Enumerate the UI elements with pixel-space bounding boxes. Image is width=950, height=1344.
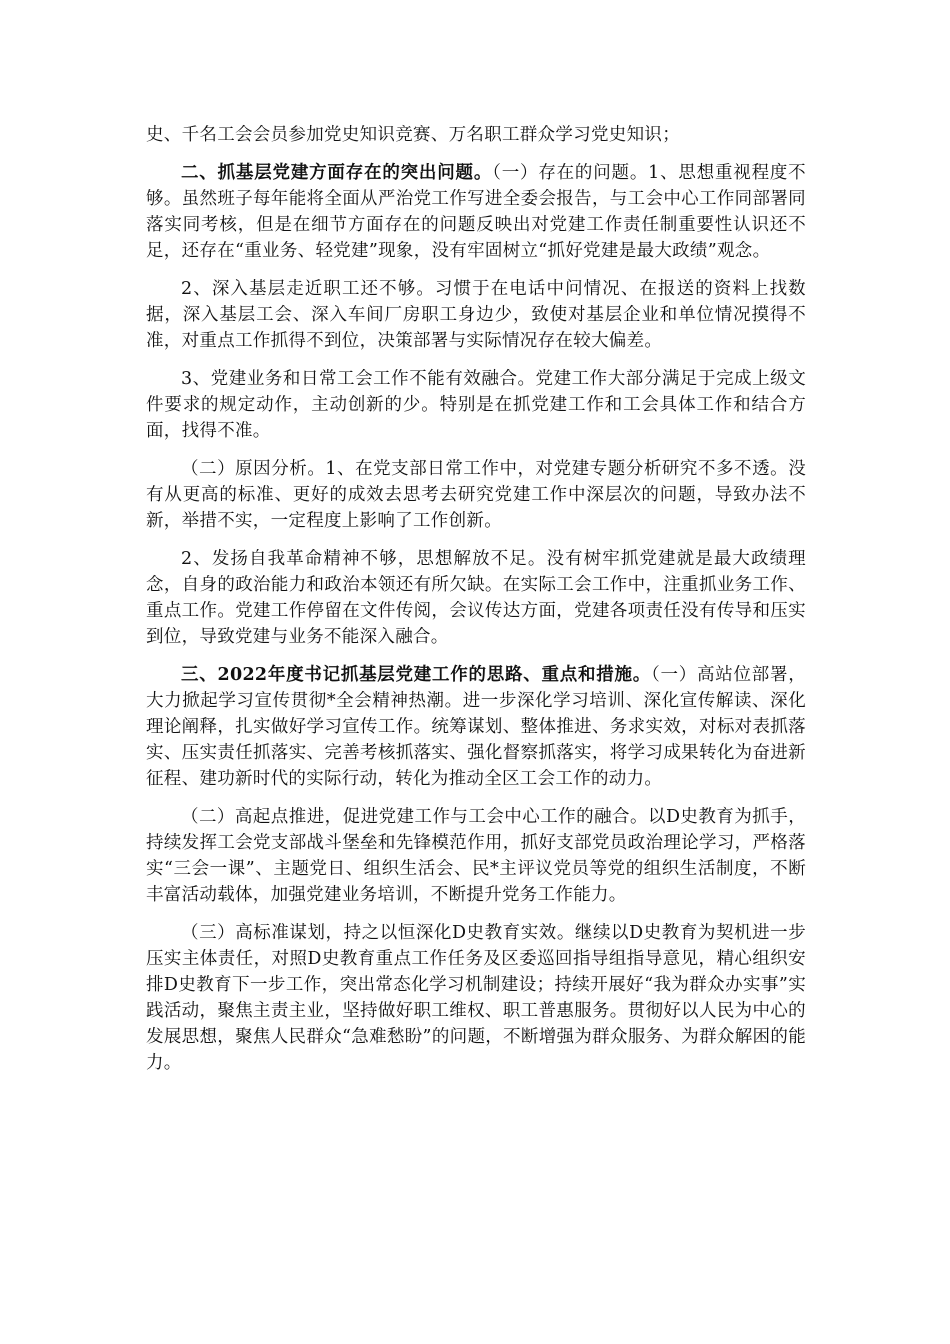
- paragraph-section-two: [146, 160, 806, 264]
- section-heading: 二、抓基层党建方面存在的突出问题。: [181, 163, 493, 183]
- paragraph-text: 2、发扬自我革命精神不够，思想解放不足。没有树牢抓党建就是最大政绩理念，自身的政治能力和政治本领还有所欠缺。在实际工会工作中，注重抓业务工作、重点工作。党建工作停留在文件传阅，会议传达方面，党建各项责任没有传导和压实到位，导致党建与业务不能深入融合。: [146, 549, 806, 647]
- paragraph-text: 2、深入基层走近职工还不够。习惯于在电话中问情况、在报送的资料上找数据，深入基层工会、深入车间厂房职工身边少，致使对基层企业和单位情况摸得不准，对重点工作抓得不到位，决策部署与实际情况存在较大偏差。: [146, 279, 806, 351]
- paragraph-section-three: [146, 662, 806, 792]
- paragraph-text: （二）原因分析。1、在党支部日常工作中，对党建专题分析研究不多不透。没有从更高的标准、更好的成效去思考去研究党建工作中深层次的问题，导致办法不新，举措不实，一定程度上影响了工作创新。: [146, 459, 806, 531]
- paragraph-text: （一）存在的问题。1、思想重视程度不够。虽然班子每年能将全面从严治党工作写进全委会报告，与工会中心工作同部署同落实同考核，但是在细节方面存在的问题反映出对党建工作责任制重要性认识还不足，还存在“重业务、轻党建”现象，没有牢固树立“抓好党建是最大政绩”观念。: [146, 163, 806, 261]
- paragraph-item: [146, 456, 806, 534]
- paragraph-text: （一）高站位部署，大力掀起学习宣传贯彻*全会精神热潮。进一步深化学习培训、深化宣传解读、深化理论阐释，扎实做好学习宣传工作。统筹谋划、整体推进、务求实效，对标对表抓落实、压实责任抓落实、完善考核抓落实、强化督察抓落实，将学习成果转化为奋进新征程、建功新时代的实际行动，转化为推动全区工会工作的动力。: [146, 665, 806, 789]
- document-page: [146, 122, 806, 1088]
- paragraph-item: [146, 804, 806, 908]
- paragraph-continuation: [146, 122, 806, 148]
- paragraph-item: [146, 546, 806, 650]
- paragraph-text: 3、党建业务和日常工会工作不能有效融合。党建工作大部分满足于完成上级文件要求的规定动作，主动创新的少。特别是在抓党建工作和工会具体工作和结合方面，找得不准。: [146, 369, 806, 441]
- paragraph-text: （二）高起点推进，促进党建工作与工会中心工作的融合。以D史教育为抓手，持续发挥工会党支部战斗堡垒和先锋模范作用，抓好支部党员政治理论学习，严格落实“三会一课”、主题党日、组织生活会、民*主评议党员等党的组织生活制度，不断丰富活动载体，加强党建业务培训，不断提升党务工作能力。: [146, 807, 806, 905]
- section-heading: 三、2022年度书记抓基层党建工作的思路、重点和措施。: [181, 665, 651, 685]
- paragraph-text: （三）高标准谋划，持之以恒深化D史教育实效。继续以D史教育为契机进一步压实主体责任，对照D史教育重点工作任务及区委巡回指导组指导意见，精心组织安排D史教育下一步工作，突出常态化学习机制建设；持续开展好“我为群众办实事”实践活动，聚焦主责主业，坚持做好职工维权、职工普惠服务。贯彻好以人民为中心的发展思想，聚焦人民群众“急难愁盼”的问题，不断增强为群众服务、为群众解困的能力。: [146, 923, 806, 1073]
- paragraph-item: [146, 366, 806, 444]
- paragraph-item: [146, 920, 806, 1076]
- paragraph-item: [146, 276, 806, 354]
- paragraph-text: 史、千名工会会员参加党史知识竞赛、万名职工群众学习党史知识；: [146, 125, 680, 145]
